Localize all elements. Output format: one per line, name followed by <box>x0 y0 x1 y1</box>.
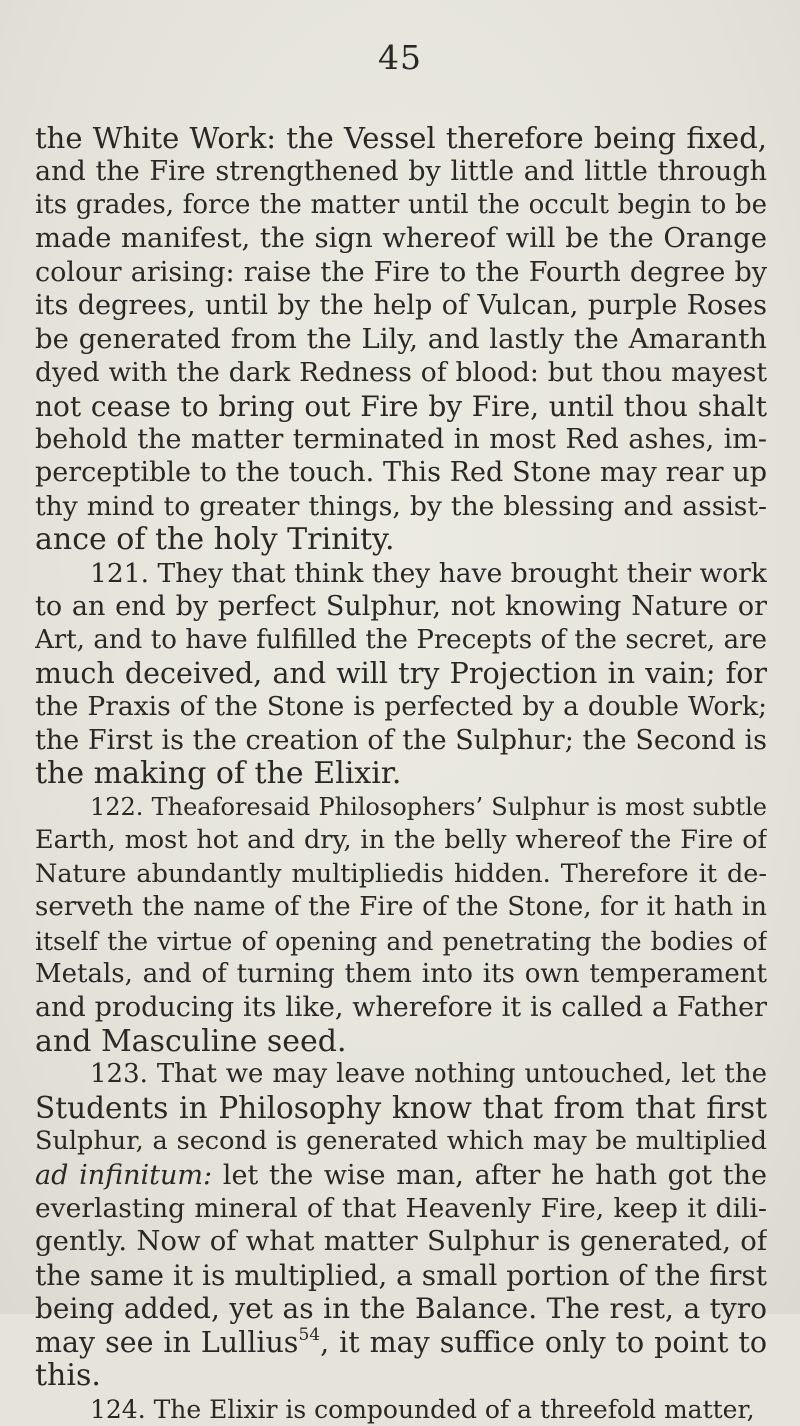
paragraph-number: 121. <box>90 557 150 589</box>
text-line: ad infinitum: let the wise man, after he hath got the <box>35 1159 767 1191</box>
page-number: 45 <box>378 38 422 77</box>
text-line: the White Work: the Vessel therefore being fixed, <box>35 122 767 155</box>
text-line: this. <box>35 1359 101 1393</box>
text-line: may see in Lullius$^{54}$, it may suffice only to point to <box>35 1325 767 1359</box>
text-line: Metals, and of turning them into its own temperament <box>35 958 767 989</box>
text-line: its degrees, until by the help of Vulcan, purple Roses <box>35 290 767 322</box>
text-line: itself the virtue of opening and penetrating the bodies of <box>35 926 767 956</box>
text-line: made manifest, the sign whereof will be the Orange <box>35 222 767 255</box>
text-line: and the Fire strengthened by little and little through <box>35 156 767 188</box>
footnote-marker: 54 <box>298 1325 321 1345</box>
text-line: Students in Philosophy know that from that first <box>35 1091 767 1125</box>
text-line: its grades, force the matter until the occult begin to be <box>35 189 767 220</box>
text-line: colour arising: raise the Fire to the Fourth degree by <box>35 256 767 288</box>
text-line: not cease to bring out Fire by Fire, until thou shalt <box>35 389 767 423</box>
paragraph-start: 123. That we may leave nothing untouched, let the <box>90 1059 767 1090</box>
paragraph-number: 122. <box>90 792 144 821</box>
text-line: and producing its like, wherefore it is called a Father <box>35 992 767 1024</box>
text-line: Nature abundantly multipliedis hidden. Therefore it de- <box>35 858 767 889</box>
text-line: Sulphur, a second is generated which may be multiplied <box>35 1126 767 1157</box>
text-line: to an end by perfect Sulphur, not knowing Nature or <box>35 591 767 623</box>
paragraph-number: 123. <box>90 1059 148 1090</box>
body-text <box>35 122 767 1426</box>
paragraph-start: 121. They that think they have brought their work <box>90 557 767 589</box>
text-line: being added, yet as in the Balance. The rest, a tyro <box>35 1292 767 1326</box>
paragraph-number: 124. <box>90 1394 146 1424</box>
paragraph-start: 124. The Elixir is compounded of a threefold matter, <box>90 1394 755 1424</box>
latin-phrase: ad infinitum: <box>35 1159 213 1191</box>
text-line: and Masculine seed. <box>35 1024 347 1059</box>
text-line: ance of the holy Trinity. <box>35 523 395 557</box>
text-line: the same it is multiplied, a small portion of the first <box>35 1258 767 1292</box>
text-line: everlasting mineral of that Heavenly Fire, keep it dili- <box>35 1193 767 1224</box>
text-line: much deceived, and will try Projection in vain; for <box>35 657 767 690</box>
paragraph-start: 122. Theaforesaid Philosophers’ Sulphur is most subtle <box>90 792 767 821</box>
text-line: the Praxis of the Stone is perfected by a double Work; <box>35 691 767 723</box>
text-line: perceptible to the touch. This Red Stone may rear up <box>35 457 767 489</box>
text-line: Earth, most hot and dry, in the belly whereof the Fire of <box>35 825 767 856</box>
text-line: the First is the creation of the Sulphur; the Second is <box>35 724 767 756</box>
text-line: Art, and to have fulfilled the Precepts of the secret, are <box>35 624 767 655</box>
text-line: thy mind to greater things, by the blessing and assist- <box>35 490 767 522</box>
text-line: behold the matter terminated in most Red ashes, im- <box>35 423 767 455</box>
text-line: serveth the name of the Fire of the Stone, for it hath in <box>35 892 767 923</box>
text-line: gently. Now of what matter Sulphur is generated, of <box>35 1225 767 1258</box>
text-line: dyed with the dark Redness of blood: but thou mayest <box>35 357 767 389</box>
text-line: be generated from the Lily, and lastly the Amaranth <box>35 322 767 355</box>
text-line: the making of the Elixir. <box>35 757 402 791</box>
